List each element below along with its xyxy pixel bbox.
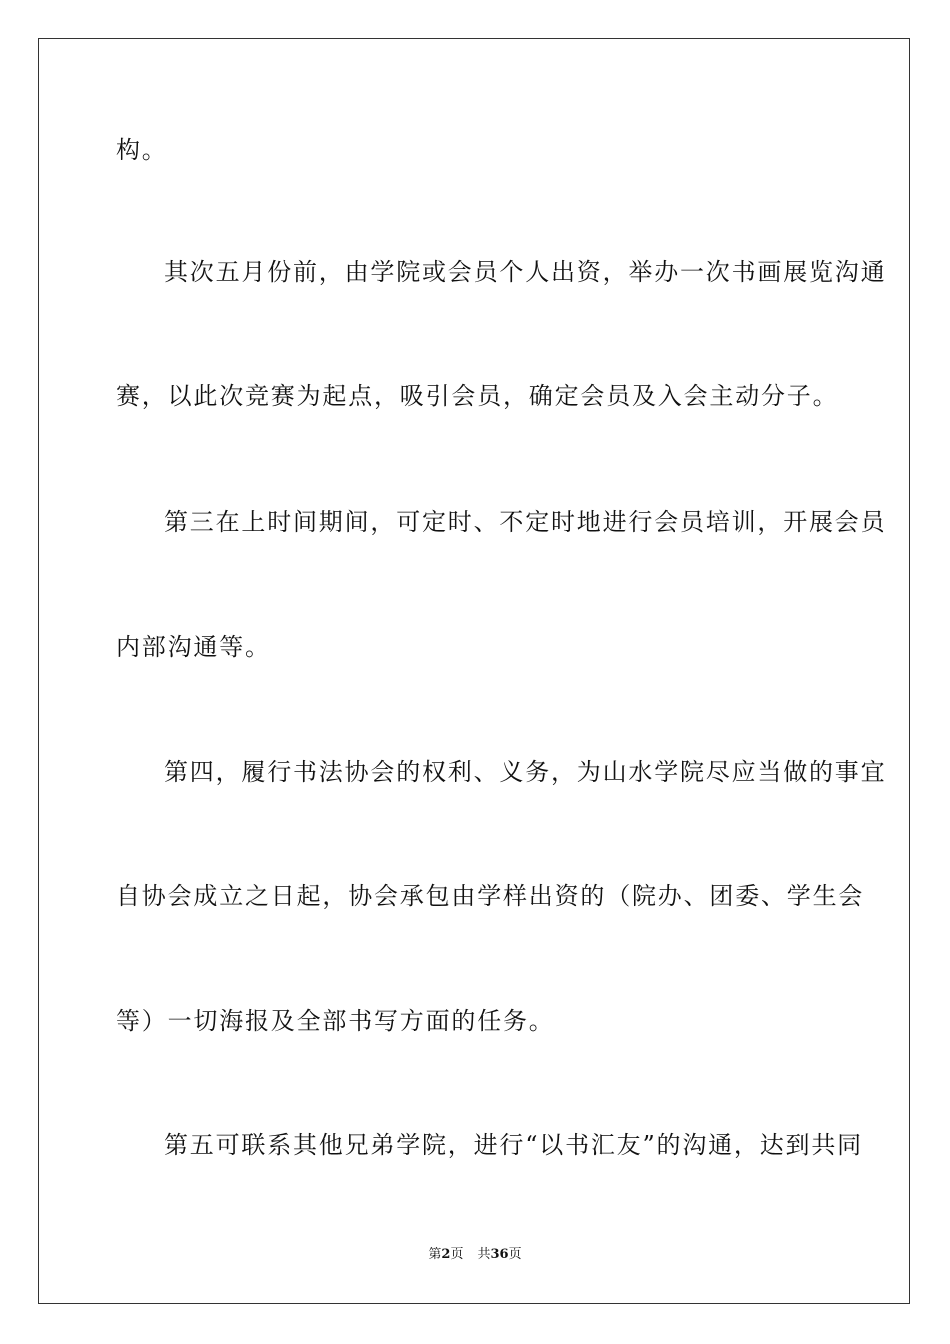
text-line-6: 第四，履行书法协会的权利、义务，为山水学院尽应当做的事宜 xyxy=(164,758,887,786)
footer-total-pages: 36 xyxy=(490,1247,509,1262)
text-line-4: 第三在上时间期间，可定时、不定时地进行会员培训，开展会员 xyxy=(164,508,887,536)
text-line-1: 构。 xyxy=(116,136,168,164)
text-line-3: 赛，以此次竞赛为起点，吸引会员，确定会员及入会主动分子。 xyxy=(116,382,839,410)
page-footer xyxy=(0,1246,950,1264)
text-line-9: 第五可联系其他兄弟学院，进行“以书汇友”的沟通，达到共同 xyxy=(164,1131,863,1159)
text-line-5: 内部沟通等。 xyxy=(116,633,271,661)
text-line-7: 自协会成立之日起，协会承包由学样出资的（院办、团委、学生会 xyxy=(116,882,865,910)
footer-total-suffix: 页 xyxy=(508,1247,522,1262)
page-border xyxy=(38,38,910,1304)
footer-page-suffix: 页 xyxy=(450,1247,464,1262)
text-line-2: 其次五月份前，由学院或会员个人出资，举办一次书画展览沟通 xyxy=(164,258,887,286)
footer-page-number: 2 xyxy=(441,1247,451,1262)
footer-total-prefix: 共 xyxy=(477,1247,491,1262)
text-line-8: 等）一切海报及全部书写方面的任务。 xyxy=(116,1007,555,1035)
footer-page-prefix: 第 xyxy=(428,1247,442,1262)
